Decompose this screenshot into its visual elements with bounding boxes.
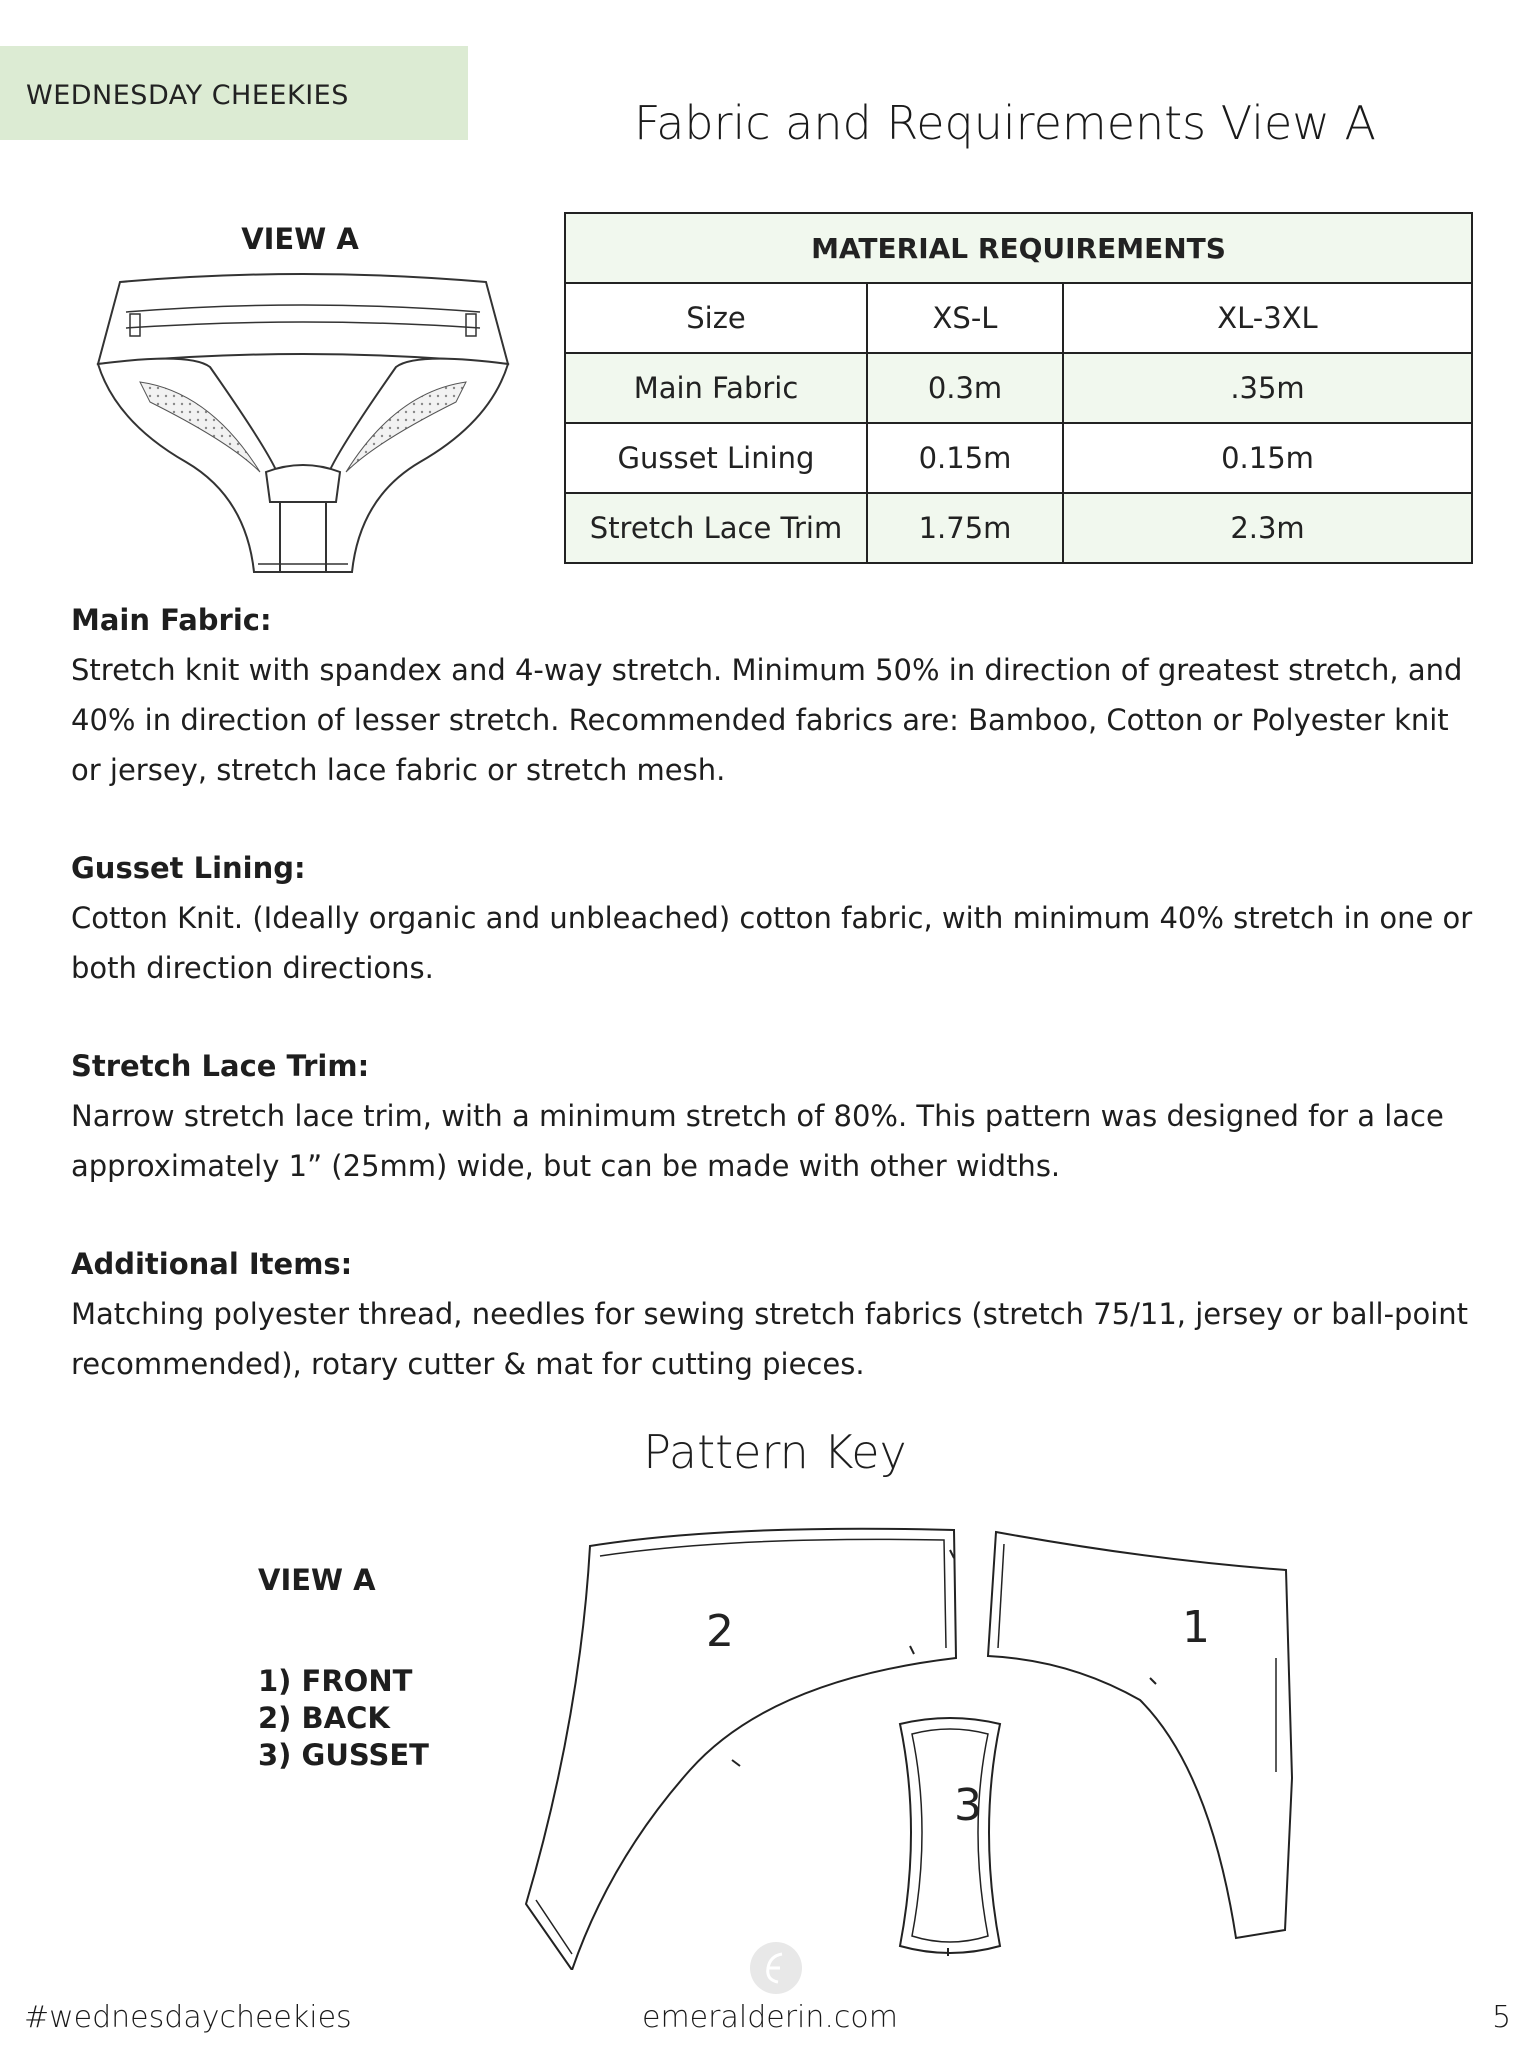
section-body: Narrow stretch lace trim, with a minimum stretch of 80%. This pattern was designed for a lace approximately 1” (25mm) wide, but can be made with other widths.	[71, 1099, 1444, 1183]
table-cell: 0.3m	[867, 353, 1063, 423]
pattern-piece-back	[526, 1529, 956, 1970]
table-row	[565, 353, 1472, 423]
table-row	[565, 423, 1472, 493]
brand-logo-mark	[748, 1940, 804, 1996]
section-body: Matching polyester thread, needles for sewing stretch fabrics (stretch 75/11, jersey or ball-point recommended), rotary cutter & mat for cutting pieces.	[71, 1297, 1468, 1381]
pattern-key-list	[258, 1663, 429, 1774]
table-title: MATERIAL REQUIREMENTS	[565, 213, 1472, 283]
stretch-lace-trim-section	[71, 1041, 1481, 1191]
section-heading: Stretch Lace Trim:	[71, 1049, 370, 1083]
pattern-piece-number: 3	[954, 1780, 982, 1831]
material-requirements-table	[564, 212, 1473, 564]
header-cell: Size	[565, 283, 867, 353]
table-cell: 2.3m	[1063, 493, 1472, 563]
pattern-piece-number: 1	[1182, 1602, 1210, 1653]
table-cell: Stretch Lace Trim	[565, 493, 867, 563]
table-cell: .35m	[1063, 353, 1472, 423]
pattern-key-item: 2) BACK	[258, 1701, 390, 1735]
illustration-view-label: VIEW A	[241, 222, 359, 256]
table-row	[565, 493, 1472, 563]
pattern-key-item: 3) GUSSET	[258, 1738, 429, 1772]
section-heading: Gusset Lining:	[71, 851, 306, 885]
page-number: 5	[1492, 2000, 1512, 2035]
pattern-piece-front	[988, 1532, 1292, 1938]
brand-tab-label: WEDNESDAY CHEEKIES	[26, 80, 349, 111]
table-cell: 1.75m	[867, 493, 1063, 563]
pattern-pieces-diagram	[510, 1520, 1310, 1970]
additional-items-section	[71, 1239, 1481, 1389]
pattern-piece-number: 2	[706, 1606, 734, 1657]
pattern-key-item: 1) FRONT	[258, 1664, 413, 1698]
garment-illustration	[90, 272, 516, 592]
table-cell: 0.15m	[867, 423, 1063, 493]
footer-hashtag: #wednesdaycheekies	[24, 2000, 352, 2035]
section-body: Cotton Knit. (Ideally organic and unbleached) cotton fabric, with minimum 40% stretch in one or both direction directions.	[71, 901, 1473, 985]
header-cell: XS-L	[867, 283, 1063, 353]
table-cell: Main Fabric	[565, 353, 867, 423]
main-fabric-section	[71, 595, 1481, 795]
brand-tab	[0, 46, 468, 140]
table-cell: Gusset Lining	[565, 423, 867, 493]
table-header-row	[565, 283, 1472, 353]
pattern-key-view-label: VIEW A	[258, 1563, 376, 1597]
section-heading: Main Fabric:	[71, 603, 272, 637]
table-cell: 0.15m	[1063, 423, 1472, 493]
section-body: Stretch knit with spandex and 4-way stretch. Minimum 50% in direction of greatest stretch, and 40% in direction of lesser stretch. Recommended fabrics are: Bamboo, Cotton or Polyester knit or jersey, stretch lace fabric or stretch mesh.	[71, 653, 1463, 787]
header-cell: XL-3XL	[1063, 283, 1472, 353]
page-title: Fabric and Requirements View A	[633, 96, 1377, 150]
footer-website: emeralderin.com	[642, 2000, 898, 2035]
section-heading: Additional Items:	[71, 1247, 353, 1281]
gusset-lining-section	[71, 843, 1481, 993]
pattern-key-title: Pattern Key	[643, 1425, 907, 1479]
